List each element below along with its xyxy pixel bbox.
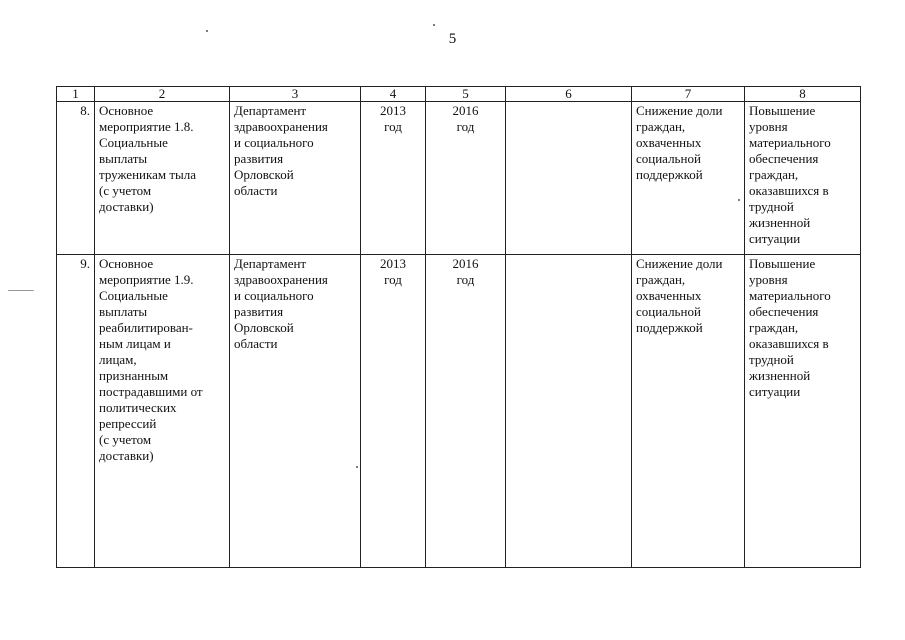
column-number: 6 — [506, 87, 632, 102]
scan-speck — [206, 30, 208, 32]
start-year: 2013 год — [361, 102, 426, 255]
start-year: 2013 год — [361, 255, 426, 568]
scan-speck — [433, 24, 435, 26]
table-row — [57, 102, 861, 255]
measure-name: Основное мероприятие 1.8. Социальные выплаты труженикам тыла (с учетом доставки) — [95, 102, 230, 255]
column-number: 3 — [230, 87, 361, 102]
non-implementation-consequence: Снижение доли граждан, охваченных социальной поддержкой — [632, 102, 745, 255]
scan-speck — [8, 290, 34, 291]
column-number: 8 — [745, 87, 861, 102]
row-number: 8. — [57, 102, 95, 255]
empty-cell — [506, 255, 632, 568]
column-number: 2 — [95, 87, 230, 102]
expected-result: Повышение уровня материального обеспечения граждан, оказавшихся в трудной жизненной ситуации — [745, 102, 861, 255]
row-number: 9. — [57, 255, 95, 568]
responsible-executor: Департамент здравоохранения и социального развития Орловской области — [230, 102, 361, 255]
end-year: 2016 год — [426, 102, 506, 255]
table-row — [57, 255, 861, 568]
column-number: 1 — [57, 87, 95, 102]
non-implementation-consequence: Снижение доли граждан, охваченных социальной поддержкой — [632, 255, 745, 568]
column-number: 4 — [361, 87, 426, 102]
column-number: 5 — [426, 87, 506, 102]
column-number-row — [57, 87, 861, 102]
column-number: 7 — [632, 87, 745, 102]
measures-table — [56, 86, 861, 568]
end-year: 2016 год — [426, 255, 506, 568]
page-number: 5 — [448, 31, 457, 47]
measure-name: Основное мероприятие 1.9. Социальные выплаты реабилитирован- ным лицам и лицам, признанным пострадавшими от политических репрессий (с учетом доставки) — [95, 255, 230, 568]
expected-result: Повышение уровня материального обеспечения граждан, оказавшихся в трудной жизненной ситуации — [745, 255, 861, 568]
empty-cell — [506, 102, 632, 255]
responsible-executor: Департамент здравоохранения и социального развития Орловской области — [230, 255, 361, 568]
